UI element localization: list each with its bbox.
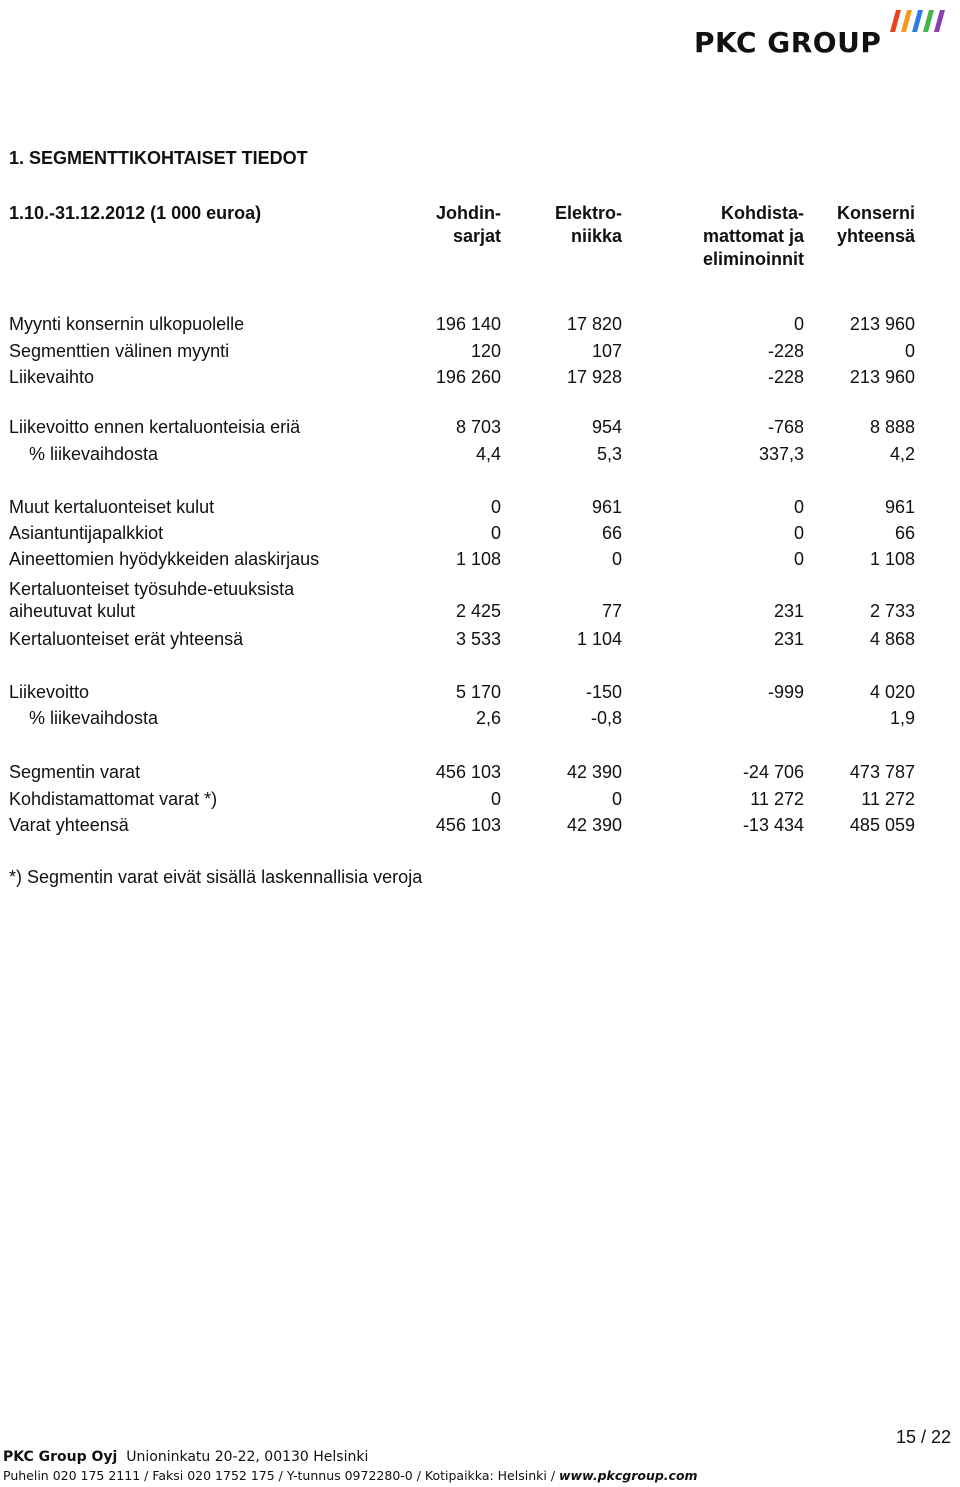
table-cell: 66 xyxy=(894,523,915,543)
row-label xyxy=(9,578,294,622)
table-cell: 11 272 xyxy=(861,789,915,809)
table-cell: -228 xyxy=(767,341,804,361)
table-cell: 77 xyxy=(601,601,622,621)
table-cell: 17 928 xyxy=(566,367,622,387)
footer-contact: Puhelin 020 175 2111 / Faksi 020 1752 175 / Y-tunnus 0972280-0 / Kotipaikka: Helsinki / xyxy=(3,1468,559,1483)
table-cell: 0 xyxy=(490,497,501,517)
table-row xyxy=(0,340,960,362)
table-cell: 17 820 xyxy=(566,314,622,334)
footer-address: Unioninkatu 20-22, 00130 Helsinki xyxy=(126,1449,369,1465)
table-cell: 196 140 xyxy=(435,314,501,334)
table-cell: 485 059 xyxy=(849,815,915,835)
table-cell: 473 787 xyxy=(849,762,915,782)
row-label: % liikevaihdosta xyxy=(29,444,159,464)
table-cell: -13 434 xyxy=(742,815,804,835)
table-cell: 1,9 xyxy=(889,708,915,728)
table-cell: 196 260 xyxy=(435,367,501,387)
table-cell: 0 xyxy=(793,314,804,334)
column-header-line: yhteensä xyxy=(836,226,915,246)
table-row xyxy=(0,707,960,729)
table-row xyxy=(0,496,960,518)
table-row xyxy=(0,443,960,465)
page-number: 15 / 22 xyxy=(895,1427,951,1447)
table-cell: 120 xyxy=(470,341,501,361)
table-row xyxy=(0,788,960,810)
table-row xyxy=(0,416,960,438)
row-label: Varat yhteensä xyxy=(9,815,129,835)
table-row xyxy=(0,628,960,650)
column-header-kohdistamattomat xyxy=(640,202,804,271)
table-row xyxy=(0,814,960,836)
table-cell: 0 xyxy=(904,341,915,361)
row-label: Segmenttien välinen myynti xyxy=(9,341,230,361)
table-cell: 66 xyxy=(601,523,622,543)
column-header-line: sarjat xyxy=(452,226,501,246)
table-cell: 4,4 xyxy=(475,444,501,464)
table-cell: 2 733 xyxy=(869,601,915,621)
footnote: *) Segmentin varat eivät sisällä laskennallisia veroja xyxy=(9,867,423,887)
table-cell: 231 xyxy=(773,629,804,649)
table-cell: 0 xyxy=(611,789,622,809)
table-cell: 5 170 xyxy=(455,682,501,702)
column-header-line: mattomat ja xyxy=(702,226,804,246)
logo-stripes-icon xyxy=(886,8,948,34)
table-cell: 4 868 xyxy=(869,629,915,649)
table-cell: 0 xyxy=(490,523,501,543)
logo-stripe xyxy=(934,10,945,32)
row-label-line: aiheutuvat kulut xyxy=(9,601,136,621)
column-header-line: Kohdista- xyxy=(721,203,804,223)
table-row xyxy=(0,761,960,783)
table-cell: 954 xyxy=(591,417,622,437)
table-cell: 456 103 xyxy=(435,815,501,835)
table-cell: 8 888 xyxy=(869,417,915,437)
row-label: Kertaluonteiset erät yhteensä xyxy=(9,629,244,649)
column-header-elektroniikka xyxy=(510,202,622,248)
table-cell: 42 390 xyxy=(566,815,622,835)
table-cell: 961 xyxy=(884,497,915,517)
table-cell: -768 xyxy=(767,417,804,437)
section-title: 1. SEGMENTTIKOHTAISET TIEDOT xyxy=(9,148,308,168)
row-label: Kohdistamattomat varat *) xyxy=(9,789,218,809)
table-cell: 107 xyxy=(591,341,622,361)
table-cell: 5,3 xyxy=(596,444,622,464)
table-cell: -24 706 xyxy=(742,762,804,782)
table-row xyxy=(0,681,960,703)
column-header-line: eliminoinnit xyxy=(703,249,804,269)
table-cell: 0 xyxy=(793,497,804,517)
row-label: Asiantuntijapalkkiot xyxy=(9,523,164,543)
table-cell: 0 xyxy=(793,523,804,543)
table-cell: 1 108 xyxy=(455,549,501,569)
table-cell: 3 533 xyxy=(455,629,501,649)
row-label: Liikevoitto xyxy=(9,682,90,702)
row-label: Segmentin varat xyxy=(9,762,141,782)
table-cell: 337,3 xyxy=(758,444,804,464)
logo-stripe xyxy=(923,10,934,32)
table-cell: 0 xyxy=(611,549,622,569)
table-cell: 0 xyxy=(793,549,804,569)
table-cell: 2,6 xyxy=(475,708,501,728)
table-cell: 42 390 xyxy=(566,762,622,782)
table-cell: 1 108 xyxy=(869,549,915,569)
table-cell: -999 xyxy=(767,682,804,702)
table-cell: 213 960 xyxy=(849,367,915,387)
footer-website-link[interactable]: www.pkcgroup.com xyxy=(559,1468,698,1483)
table-cell: 11 272 xyxy=(750,789,804,809)
logo-stripe xyxy=(912,10,923,32)
table-cell: 961 xyxy=(591,497,622,517)
column-header-johdinsarjat xyxy=(380,202,501,248)
row-label: Liikevaihto xyxy=(9,367,95,387)
footer-company: PKC Group Oyj xyxy=(3,1449,118,1465)
row-label: Myynti konsernin ulkopuolelle xyxy=(9,314,245,334)
logo-stripe xyxy=(890,10,901,32)
column-header-line: Konserni xyxy=(836,203,915,223)
table-cell: 4,2 xyxy=(889,444,915,464)
footer-company-line xyxy=(3,1449,368,1465)
pkc-group-logo xyxy=(694,8,954,58)
table-cell: 2 425 xyxy=(455,601,501,621)
table-cell: 231 xyxy=(773,601,804,621)
column-header-konserni xyxy=(810,202,915,248)
table-cell: 4 020 xyxy=(869,682,915,702)
logo-stripe xyxy=(901,10,912,32)
table-cell: -150 xyxy=(585,682,622,702)
table-cell: 213 960 xyxy=(849,314,915,334)
row-label-line: Kertaluonteiset työsuhde-etuuksista xyxy=(9,579,295,599)
period-header: 1.10.-31.12.2012 (1 000 euroa) xyxy=(9,203,262,223)
table-cell: -0,8 xyxy=(590,708,622,728)
row-label: % liikevaihdosta xyxy=(29,708,159,728)
row-label: Liikevoitto ennen kertaluonteisia eriä xyxy=(9,417,301,437)
table-row xyxy=(0,366,960,388)
table-cell: 8 703 xyxy=(455,417,501,437)
table-row xyxy=(0,548,960,570)
row-label: Aineettomien hyödykkeiden alaskirjaus xyxy=(9,549,320,569)
footer-contact-line xyxy=(3,1468,698,1483)
table-row xyxy=(0,313,960,335)
table-cell: -228 xyxy=(767,367,804,387)
table-row xyxy=(0,522,960,544)
table-cell: 1 104 xyxy=(576,629,622,649)
table-row xyxy=(0,578,960,622)
row-label: Muut kertaluonteiset kulut xyxy=(9,497,215,517)
table-cell: 456 103 xyxy=(435,762,501,782)
column-header-line: Johdin- xyxy=(436,203,501,223)
logo-text: PKC GROUP xyxy=(694,26,882,59)
column-header-line: niikka xyxy=(570,226,622,246)
column-header-line: Elektro- xyxy=(554,203,622,223)
table-cell: 0 xyxy=(490,789,501,809)
